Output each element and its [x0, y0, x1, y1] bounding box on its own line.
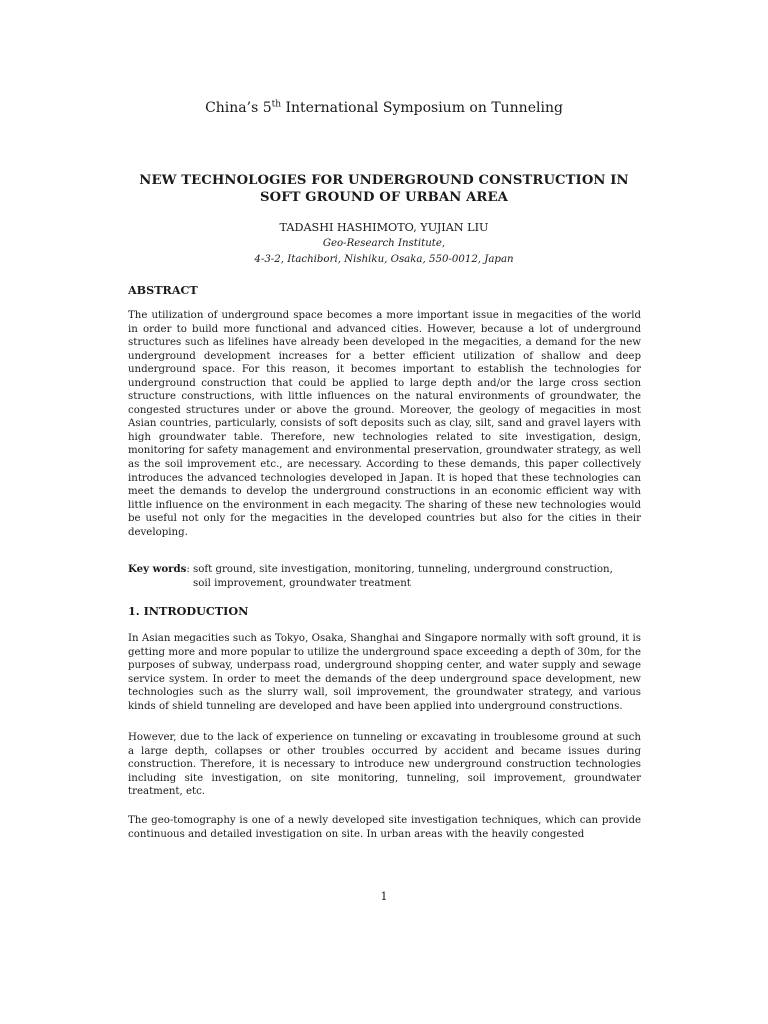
introduction-paragraph-1: In Asian megacities such as Tokyo, Osaka, Shanghai and Singapore normally with soft ground, it is getting more and more popular to utilize the underground space exceeding a depth of 30m, for the purposes of subway, underpass road, underground shopping center, and water supply and sewage service system. In order to meet the demands of the deep underground space development, new technologies such as the slurry wall, soil improvement, the groundwater strategy, and various kinds of shield tunneling are developed and have been applied into underground constructions. — [128, 633, 641, 712]
introduction-paragraph-2: However, due to the lack of experience on tunneling or excavating in troublesome ground at such a large depth, collapses or other troubles occurred by accident and became issues during construction. Therefore, it is necessary to introduce new underground construction technologies including site investigation, on site monitoring, tunneling, soil improvement, groundwater treatment, etc. — [128, 732, 641, 798]
keywords-line-1: : soft ground, site investigation, monitoring, tunneling, underground construction, — [186, 564, 613, 575]
title-line-1: NEW TECHNOLOGIES FOR UNDERGROUND CONSTRUCTION IN — [139, 173, 629, 188]
header-suffix: International Symposium on Tunneling — [281, 100, 563, 116]
header-prefix: China’s 5 — [205, 100, 272, 116]
keywords-line-2: soil improvement, groundwater treatment — [193, 578, 411, 589]
author-institute: Geo-Research Institute, — [322, 238, 446, 249]
abstract-heading: ABSTRACT — [128, 283, 198, 297]
introduction-heading: 1. INTRODUCTION — [128, 604, 249, 618]
keywords-label: Key words — [128, 563, 187, 575]
author-block — [128, 220, 640, 268]
page-number: 1 — [380, 890, 388, 903]
keywords-block — [128, 562, 641, 591]
header-superscript: th — [271, 99, 282, 110]
conference-header — [128, 100, 640, 116]
author-names: TADASHI HASHIMOTO, YUJIAN LIU — [279, 221, 489, 234]
abstract-text: The utilization of underground space becomes a more important issue in megacities of the world in order to build more functional and advanced cities. However, because a lot of underground structures such as lifelines have already been developed in the megacities, a demand for the new underground development increases for a better efficient utilization of shallow and deep underground space. For this reason, it becomes important to establish the technologies for underground construction that could be applied to large depth and/or the large cross section structure constructions, with little influences on the natural environments of groundwater, the congested structures under or above the ground. Moreover, the geology of megacities in most Asian countries, particularly, consists of soft deposits such as clay, silt, sand and gravel layers with high groundwater table. Therefore, new technologies related to site investigation, design, monitoring for safety management and environmental preservation, groundwater strategy, as well as the soil improvement etc., are necessary. According to these demands, this paper collectively introduces the advanced technologies developed in Japan. It is hoped that these technologies can meet the demands to develop the underground constructions in an economic efficient way with little influence on the environment in each megacity. The sharing of these new technologies would be useful not only for the megacities in the developed countries but also for the cities in their developing. — [128, 310, 641, 538]
introduction-paragraph-3: The geo-tomography is one of a newly developed site investigation techniques, which can provide continuous and detailed investigation on site. In urban areas with the heavily congested — [128, 815, 641, 840]
paper-title — [128, 172, 640, 206]
title-line-2: SOFT GROUND OF URBAN AREA — [260, 190, 508, 205]
author-address: 4-3-2, Itachibori, Nishiku, Osaka, 550-0012, Japan — [254, 254, 514, 265]
